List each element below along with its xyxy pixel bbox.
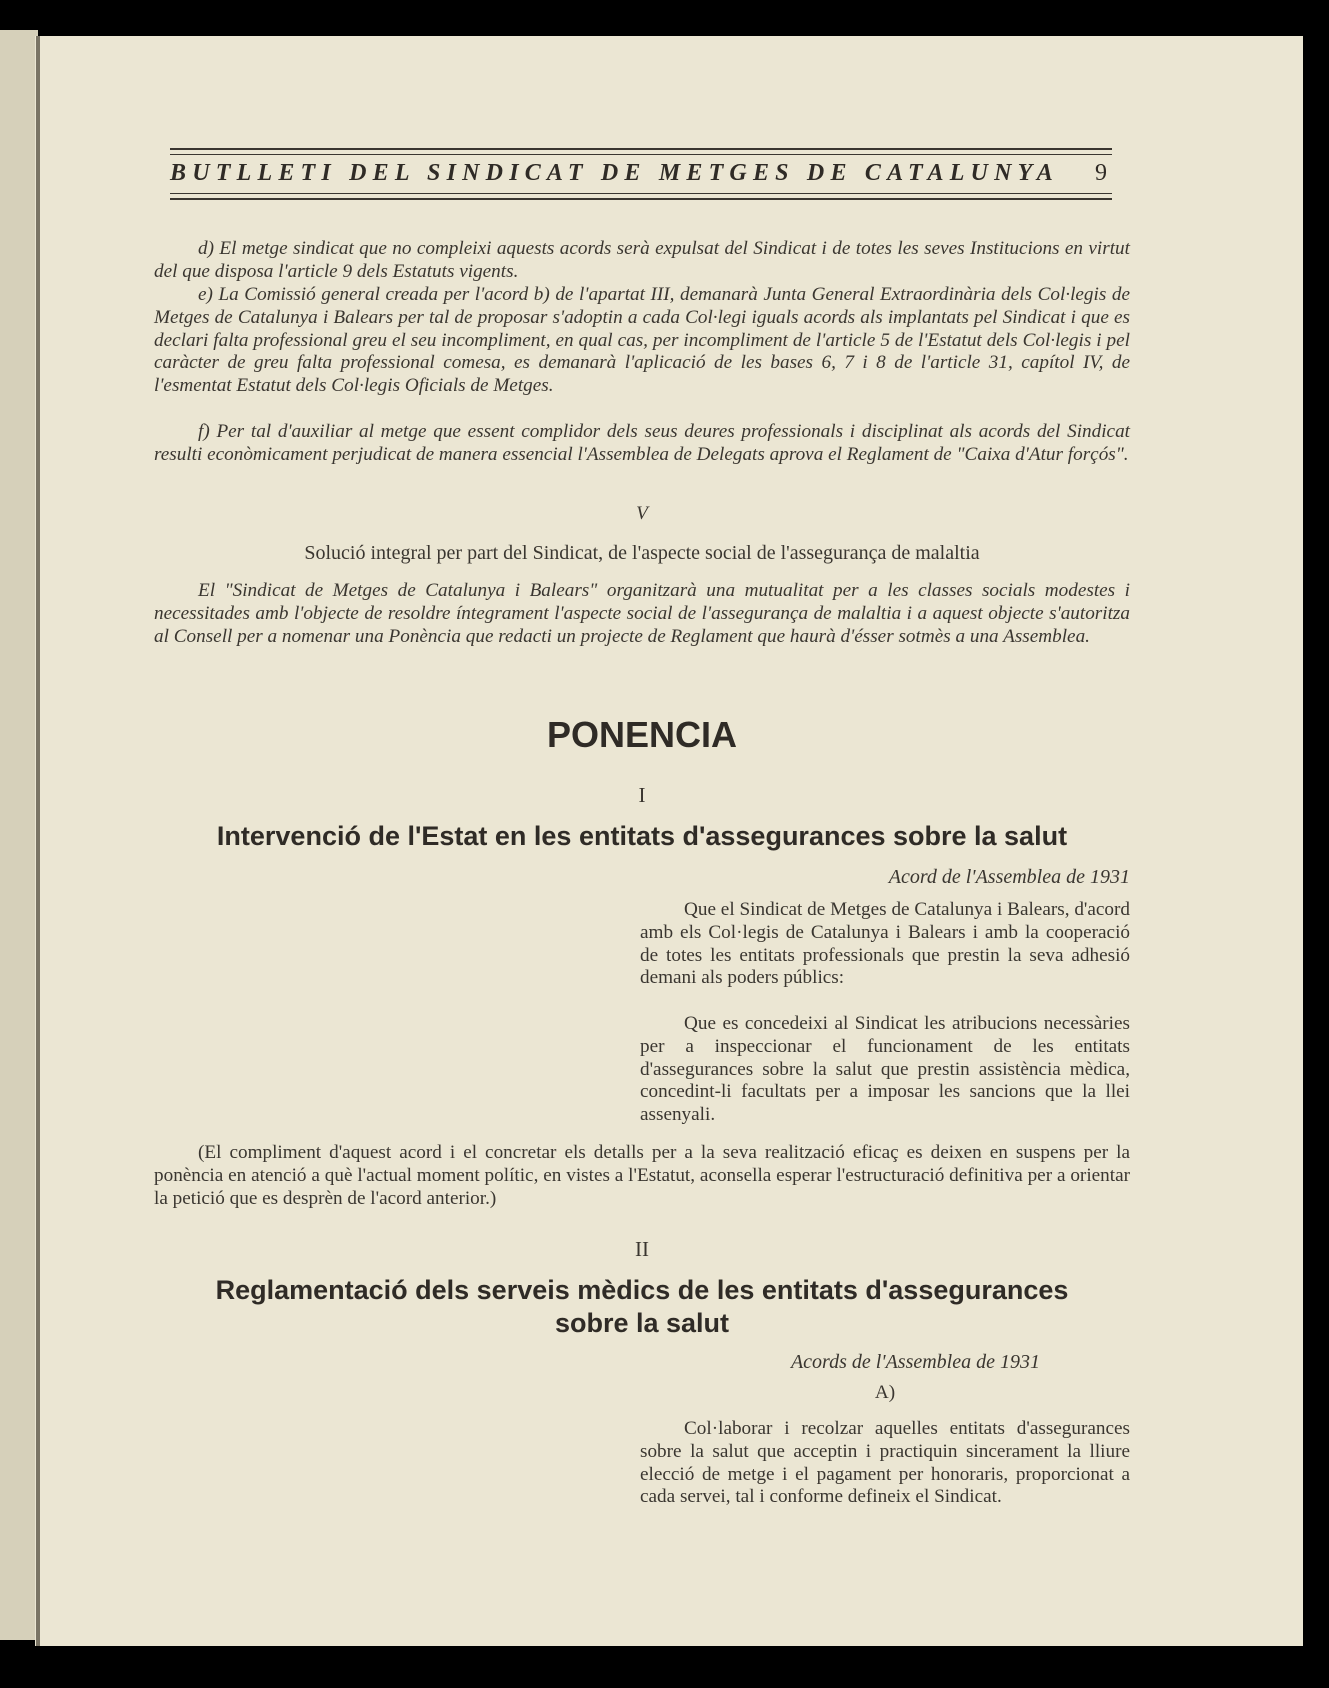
- section-v-title: Solució integral per part del Sindicat, de l'aspecte social de l'assegurança de malaltia: [304, 542, 980, 564]
- section-2-subsection: A): [874, 1382, 896, 1403]
- header-rule-top-thin: [170, 154, 1112, 155]
- section-1-agreement: Acord de l'Assemblea de 1931: [888, 866, 1130, 888]
- section-2-heading-line-1: Reglamentació dels serveis mèdics de les entitats d'assegurances: [215, 1275, 1069, 1305]
- section-2-para-1: Col·laborar i recolzar aquelles entitats d'assegurances sobre la salut que acceptin i practiquin sincerament la lliure elecció de metge i el pagament per honoraris, proporcionat a cada servei, tal i conforme defineix el Sindicat.: [640, 1418, 1130, 1508]
- header-rule-bottom-thin: [170, 193, 1112, 194]
- running-header-title: BUTLLETI DEL SINDICAT DE METGES DE CATALUNYA: [170, 160, 1059, 186]
- page-edge: [36, 36, 40, 1646]
- book-spine: [0, 30, 38, 1640]
- paragraph-d: d) El metge sindicat que no compleixi aquests acords serà expulsat del Sindicat i de totes les seves Institucions en virtut del que disposa l'article 9 dels Estatuts vigents.: [154, 238, 1130, 282]
- section-2-heading-line-2: sobre la salut: [554, 1308, 730, 1338]
- section-v-body: El "Sindicat de Metges de Catalunya i Balears" organitzarà una mutualitat per a les classes socials modestes i necessitades amb l'objecte de resoldre íntegrament l'aspecte social de l'assegurança de malaltia i a aquest objecte s'autoritza al Consell per a nomenar una Ponència que redacti un projecte de Reglament que haurà d'ésser sotmès a una Assemblea.: [154, 580, 1130, 647]
- section-2-agreement: Acords de l'Assemblea de 1931: [790, 1351, 1040, 1373]
- section-1-para-1: Que el Sindicat de Metges de Catalunya i Balears, d'acord amb els Col·legis de Catalunya i Balears i amb la cooperació de totes les entitats professionals que prestin la seva adhesió demani als poders públics:: [640, 899, 1130, 989]
- paragraph-f: f) Per tal d'auxiliar al metge que essent complidor dels seus deures professionals i disciplinat als acords del Sindicat resulti econòmicament perjudicat de manera essencial l'Assemblea de Delegats aprova el Reglament de "Caixa d'Atur forçós".: [154, 421, 1130, 465]
- section-1-note: (El compliment d'aquest acord i el concretar els detalls per a la seva realització eficaç es deixen en suspens per la ponència en atenció a què l'actual moment polític, en vistes a l'Estatut, aconsella esperar l'estructuració definitiva per a orientar la petició que es desprèn de l'acord anterior.): [154, 1142, 1130, 1209]
- header-rule-bottom: [170, 198, 1112, 200]
- section-1-numeral: I: [638, 783, 646, 807]
- ponencia-title: PONENCIA: [546, 714, 738, 755]
- paragraph-e: e) La Comissió general creada per l'acord b) de l'apartat III, demanarà Junta General Extraordinària dels Col·legis de Metges de Catalunya i Balears per tal de proposar s'adoptin a cada Col·legi iguals acords als implantats pel Sindicat i que es declari falta professional greu el seu incompliment, en qual cas, per incompliment de l'article 5 de l'Estatut dels Col·legis i pel caràcter de greu falta professional comesa, es demanarà l'aplicació de les bases 6, 7 i 8 de l'article 31, capítol IV, de l'esmentat Estatut dels Col·legis Oficials de Metges.: [154, 284, 1130, 397]
- section-1-heading: Intervenció de l'Estat en les entitats d'assegurances sobre la salut: [216, 821, 1068, 851]
- section-2-numeral: II: [635, 1237, 649, 1261]
- section-v-numeral: V: [636, 503, 648, 524]
- page-number: 9: [1095, 160, 1107, 186]
- header-rule-top: [170, 148, 1112, 150]
- section-1-para-2: Que es concedeixi al Sindicat les atribucions necessàries per a inspeccionar el funcionament de les entitats d'assegurances sobre la salut que prestin assistència mèdica, concedint-li facultats per a imposar les sancions que la llei assenyali.: [640, 1013, 1130, 1126]
